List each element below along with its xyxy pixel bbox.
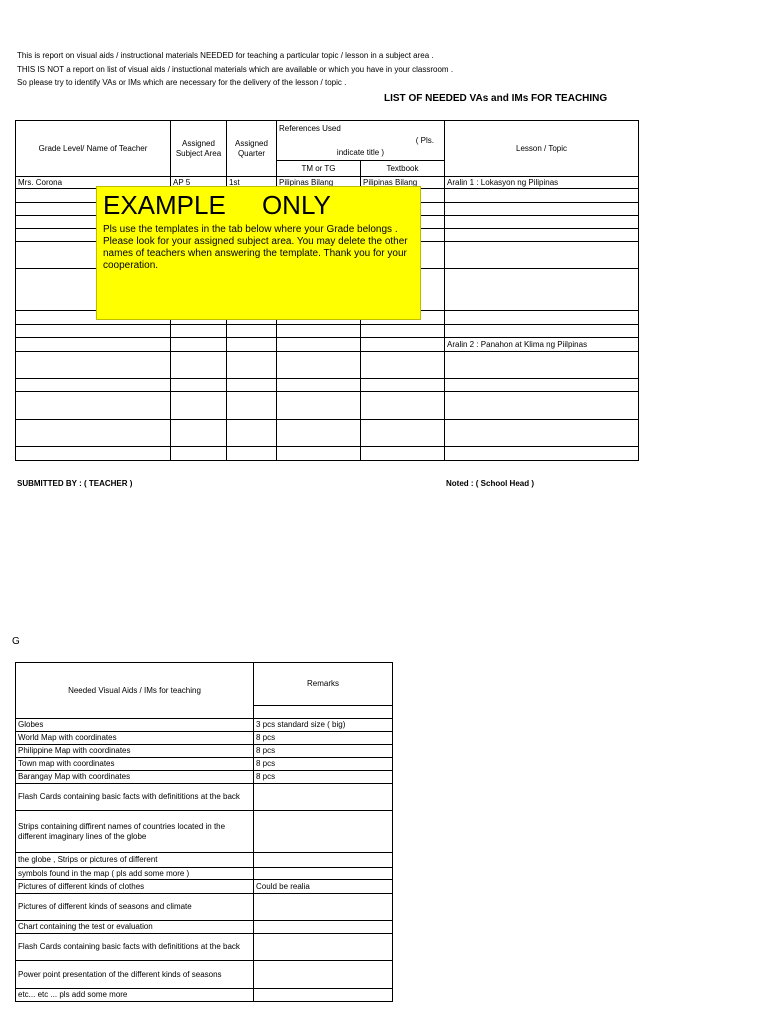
item-remark bbox=[254, 784, 393, 811]
table-row bbox=[16, 392, 639, 420]
cell-textbook: Pilipinas Bilang bbox=[361, 177, 445, 189]
header-references: References Used ( Pls. indicate title ) bbox=[277, 121, 445, 161]
intro-line-3: So please try to identify VAs or IMs which are necessary for the delivery of the lesson / topic . bbox=[17, 78, 347, 87]
item-name: symbols found in the map ( pls add some more ) bbox=[16, 868, 254, 880]
table-row bbox=[16, 989, 393, 1002]
needed-visual-aids-table bbox=[15, 662, 393, 1002]
page-title: LIST OF NEEDED VAs and IMs FOR TEACHING bbox=[384, 93, 608, 104]
cell-quarter: 1st bbox=[227, 177, 277, 189]
table-row bbox=[16, 771, 393, 784]
table-row bbox=[16, 811, 393, 853]
item-name: Flash Cards containing basic facts with definititions at the back bbox=[16, 784, 254, 811]
table-row bbox=[16, 745, 393, 758]
intro-line-1: This is report on visual aids / instructional materials NEEDED for teaching a particular topic / lesson in a subject area . bbox=[17, 51, 434, 60]
table-row bbox=[16, 880, 393, 894]
item-name: Town map with coordinates bbox=[16, 758, 254, 771]
example-note-box bbox=[96, 186, 421, 320]
item-remark bbox=[254, 934, 393, 961]
header-tm: TM or TG bbox=[277, 161, 361, 177]
header-textbook: Textbook bbox=[361, 161, 445, 177]
item-name: Barangay Map with coordinates bbox=[16, 771, 254, 784]
table-row bbox=[16, 719, 393, 732]
truncated-text: G bbox=[12, 636, 20, 647]
header-lesson: Lesson / Topic bbox=[445, 121, 639, 177]
header-grade: Grade Level/ Name of Teacher bbox=[16, 121, 171, 177]
item-name: Chart containing the test or evaluation bbox=[16, 921, 254, 934]
table-row bbox=[16, 325, 639, 338]
item-remark bbox=[254, 989, 393, 1002]
item-remark bbox=[254, 811, 393, 853]
header-needed: Needed Visual Aids / IMs for teaching bbox=[16, 663, 254, 719]
table-row bbox=[16, 853, 393, 868]
cell-teacher: Mrs. Corona bbox=[16, 177, 171, 189]
item-remark: Could be realia bbox=[254, 880, 393, 894]
item-remark: 8 pcs bbox=[254, 745, 393, 758]
item-name: Globes bbox=[16, 719, 254, 732]
header-quarter: Assigned Quarter bbox=[227, 121, 277, 177]
submitted-by-label: SUBMITTED BY : ( TEACHER ) bbox=[17, 479, 133, 488]
table-row bbox=[16, 961, 393, 989]
table-row bbox=[16, 894, 393, 921]
table-row bbox=[16, 338, 639, 352]
cell-lesson: Aralin 1 : Lokasyon ng Pilipinas bbox=[445, 177, 639, 189]
item-name: Pictures of different kinds of seasons and climate bbox=[16, 894, 254, 921]
table-row bbox=[16, 732, 393, 745]
noted-label: Noted : ( School Head ) bbox=[446, 479, 534, 488]
item-name: etc... etc ... pls add some more bbox=[16, 989, 254, 1002]
item-remark bbox=[254, 853, 393, 868]
cell-subject: AP 5 bbox=[171, 177, 227, 189]
cell-lesson-2: Aralin 2 : Panahon at Klima ng Piilpinas bbox=[445, 338, 639, 352]
table-row bbox=[16, 921, 393, 934]
cell-tm: Pilipinas Bilang bbox=[277, 177, 361, 189]
header-subject: Assigned Subject Area bbox=[171, 121, 227, 177]
table-row bbox=[16, 758, 393, 771]
item-name: Power point presentation of the different kinds of seasons bbox=[16, 961, 254, 989]
item-name: Pictures of different kinds of clothes bbox=[16, 880, 254, 894]
item-remark: 3 pcs standard size ( big) bbox=[254, 719, 393, 732]
item-name: the globe , Strips or pictures of different bbox=[16, 853, 254, 868]
header-remarks: Remarks bbox=[254, 663, 393, 706]
item-remark bbox=[254, 894, 393, 921]
item-name: World Map with coordinates bbox=[16, 732, 254, 745]
item-remark: 8 pcs bbox=[254, 758, 393, 771]
item-name: Strips containing diffirent names of countries located in the different imaginary lines of the globe bbox=[16, 811, 254, 853]
table-row bbox=[16, 934, 393, 961]
example-text: Pls use the templates in the tab below where your Grade belongs . Please look for your assigned subject area. You may delete the other names of teachers when answering the template. Thank you for your cooperation. bbox=[103, 224, 408, 271]
intro-line-2: THIS IS NOT a report on list of visual aids / instuctional materials which are available or which you have in your classroom . bbox=[17, 65, 454, 74]
table-row bbox=[16, 420, 639, 447]
example-heading: EXAMPLE ONLY bbox=[103, 190, 331, 220]
item-remark: 8 pcs bbox=[254, 771, 393, 784]
table-row bbox=[16, 868, 393, 880]
item-remark bbox=[254, 961, 393, 989]
item-remark bbox=[254, 921, 393, 934]
table-row bbox=[16, 379, 639, 392]
item-name: Philippine Map with coordinates bbox=[16, 745, 254, 758]
item-name: Flash Cards containing basic facts with definititions at the back bbox=[16, 934, 254, 961]
table-row bbox=[16, 784, 393, 811]
item-remark bbox=[254, 868, 393, 880]
table-row bbox=[16, 352, 639, 379]
item-remark: 8 pcs bbox=[254, 732, 393, 745]
table-row bbox=[16, 447, 639, 461]
